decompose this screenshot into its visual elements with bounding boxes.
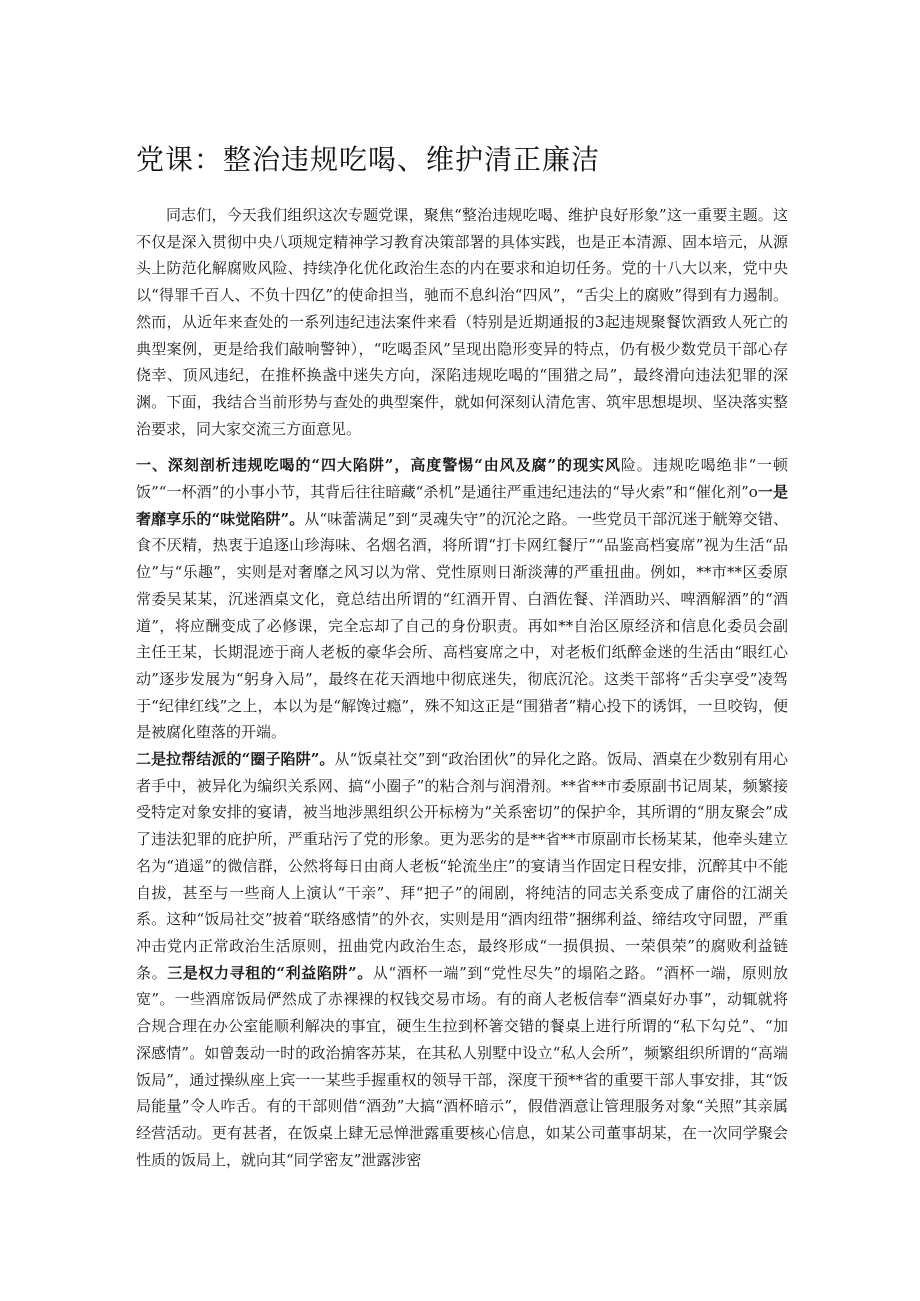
point-2-body: 从“饭桌社交”到“政治团伙”的异化之路。饭局、酒桌在少数别有用心者手中，被异化为编织关系网、搞“小圈子”的粘合剂与润滑剂。**省**市委原副书记周某，频繁接受特定对象安排的宴请，被当地涉黑组织公开标榜为“关系密切”的保护伞，其所谓的“朋友聚会”成了违法犯罪的庇护所，严重玷污了党的形象。更为恶劣的是**省**市原副市长杨某某，他牵头建立名为“逍遥”的微信群，公然将每日由商人老板“轮流坐庄”的宴请当作固定日程安排，沉醉其中不能自拔，甚至与一些商人上演认“干亲”、拜“把子”的闹剧，将纯洁的同志关系变成了庸俗的江湖关系。这种“饭局社交”披着“联络感情”的外衣，实则是用“酒肉纽带”捆绑利益、缔结攻守同盟，严重冲击党内正常政治生活原则，扭曲党内政治生态，最终形成“一损俱损、一荣俱荣”的腐败利益链条。 xyxy=(136,750,788,982)
point-1-title: 一是奢靡享乐的“味觉陷阱”。 xyxy=(136,483,788,528)
point-3-body: 从“酒杯一端”到“党性尽失”的塌陷之路。“酒杯一端，原则放宽”。一些酒席饭局俨然成了赤裸裸的权钱交易市场。有的商人老板信奉“酒桌好办事”，动辄就将合规合理在办公室能顺利解决的事宜，硬生生拉到杯箸交错的餐桌上进行所谓的“私下勾兑”、“加深感情”。如曾轰动一时的政治掮客苏某，在其私人别墅中设立“私人会所”，频繁组织所谓的“高端饭局”，通过操纵座上宾一一某些手握重权的领导干部，深度干预**省的重要干部人事安排，其“饭局能量”令人咋舌。有的干部则借“酒劲”大搞“酒杯暗示”，假借酒意让管理服务对象“关照”其亲属经营活动。更有甚者，在饭桌上肆无忌惮泄露重要核心信息，如某公司董事胡某，在一次同学聚会性质的饭局上，就向其“同学密友”泄露涉密 xyxy=(136,963,788,1169)
point-1-body: 从“味蕾满足”到“灵魂失守”的沉沦之路。一些党员干部沉迷于觥筹交错、食不厌精，热衷于追逐山珍海味、名烟名酒，将所谓“打卡网红餐厅”“品鉴高档宴席”视为生活“品位”与“乐趣”，实则是对奢靡之风习以为常、党性原则日渐淡薄的严重扭曲。例如，**市**区委原常委吴某某，沉迷酒桌文化，竟总结出所谓的“红酒开胃、白酒佐餐、洋酒助兴、啤酒解酒”的“酒道”，将应酬变成了必修课，完全忘却了自己的身份职责。再如**自治区原经济和信息化委员会副主任王某，长期混迹于商人老板的豪华会所、高档宴席之中，对老板们纸醉金迷的生活由“眼红心动”逐步发展为“躬身入局”，最终在花天酒地中彻底迷失，彻底沉沦。这类干部将“舌尖享受”凌驾于“纪律红线”之上，本以为是“解馋过瘾”，殊不知这正是“围猎者”精心投下的诱饵，一旦咬钩，便是被腐化堕落的开端。 xyxy=(136,509,788,742)
document-title: 党课：整治违规吃喝、维护清正廉洁 xyxy=(136,143,601,176)
section-1-heading: 一、深刻剖析违规吃喝的“四大陷阱”，高度警惕“由风及腐”的现实风 xyxy=(136,456,621,475)
point-2-paragraph xyxy=(136,746,788,1173)
point-2-title: 二是拉帮结派的“圈子陷阱”。 xyxy=(136,750,335,769)
section-1-heading-tail: 险。违规吃喝绝非“一顿饭”“一杯酒”的小事小节，其背后往往暗藏“杀机”是通往严重违纪违法的“导火索”和“催化剂”o xyxy=(136,456,789,502)
intro-paragraph: 同志们，今天我们组织这次专题党课，聚焦“整治违规吃喝、维护良好形象”这一重要主题。这不仅是深入贯彻中央八项规定精神学习教育决策部署的具体实践，也是正本清源、固本培元，从源头上防范化解腐败风险、持续净化优化政治生态的内在要求和迫切任务。党的十八大以来，党中央以“得罪千百人、不负十四亿”的使命担当，驰而不息纠治“四风”，“舌尖上的腐败”得到有力遏制。然而，从近年来查处的一系列违纪违法案件来看（特别是近期通报的3起违规聚餐饮酒致人死亡的典型案例，更是给我们敲响警钟），“吃喝歪风”呈现出隐形变异的特点，仍有极少数党员干部心存侥幸、顶风违纪，在推杯换盏中迷失方向，深陷违规吃喝的“围猎之局”，最终滑向违法犯罪的深渊。下面，我结合当前形势与查处的典型案件，就如何深刻认清危害、筑牢思想堤坝、坚决落实整治要求，同大家交流三方面意见。 xyxy=(136,206,788,438)
document-page xyxy=(136,140,788,1173)
section-1-paragraph xyxy=(136,452,788,746)
point-3-title: 三是权力寻租的“利益陷阱”。 xyxy=(167,963,373,982)
